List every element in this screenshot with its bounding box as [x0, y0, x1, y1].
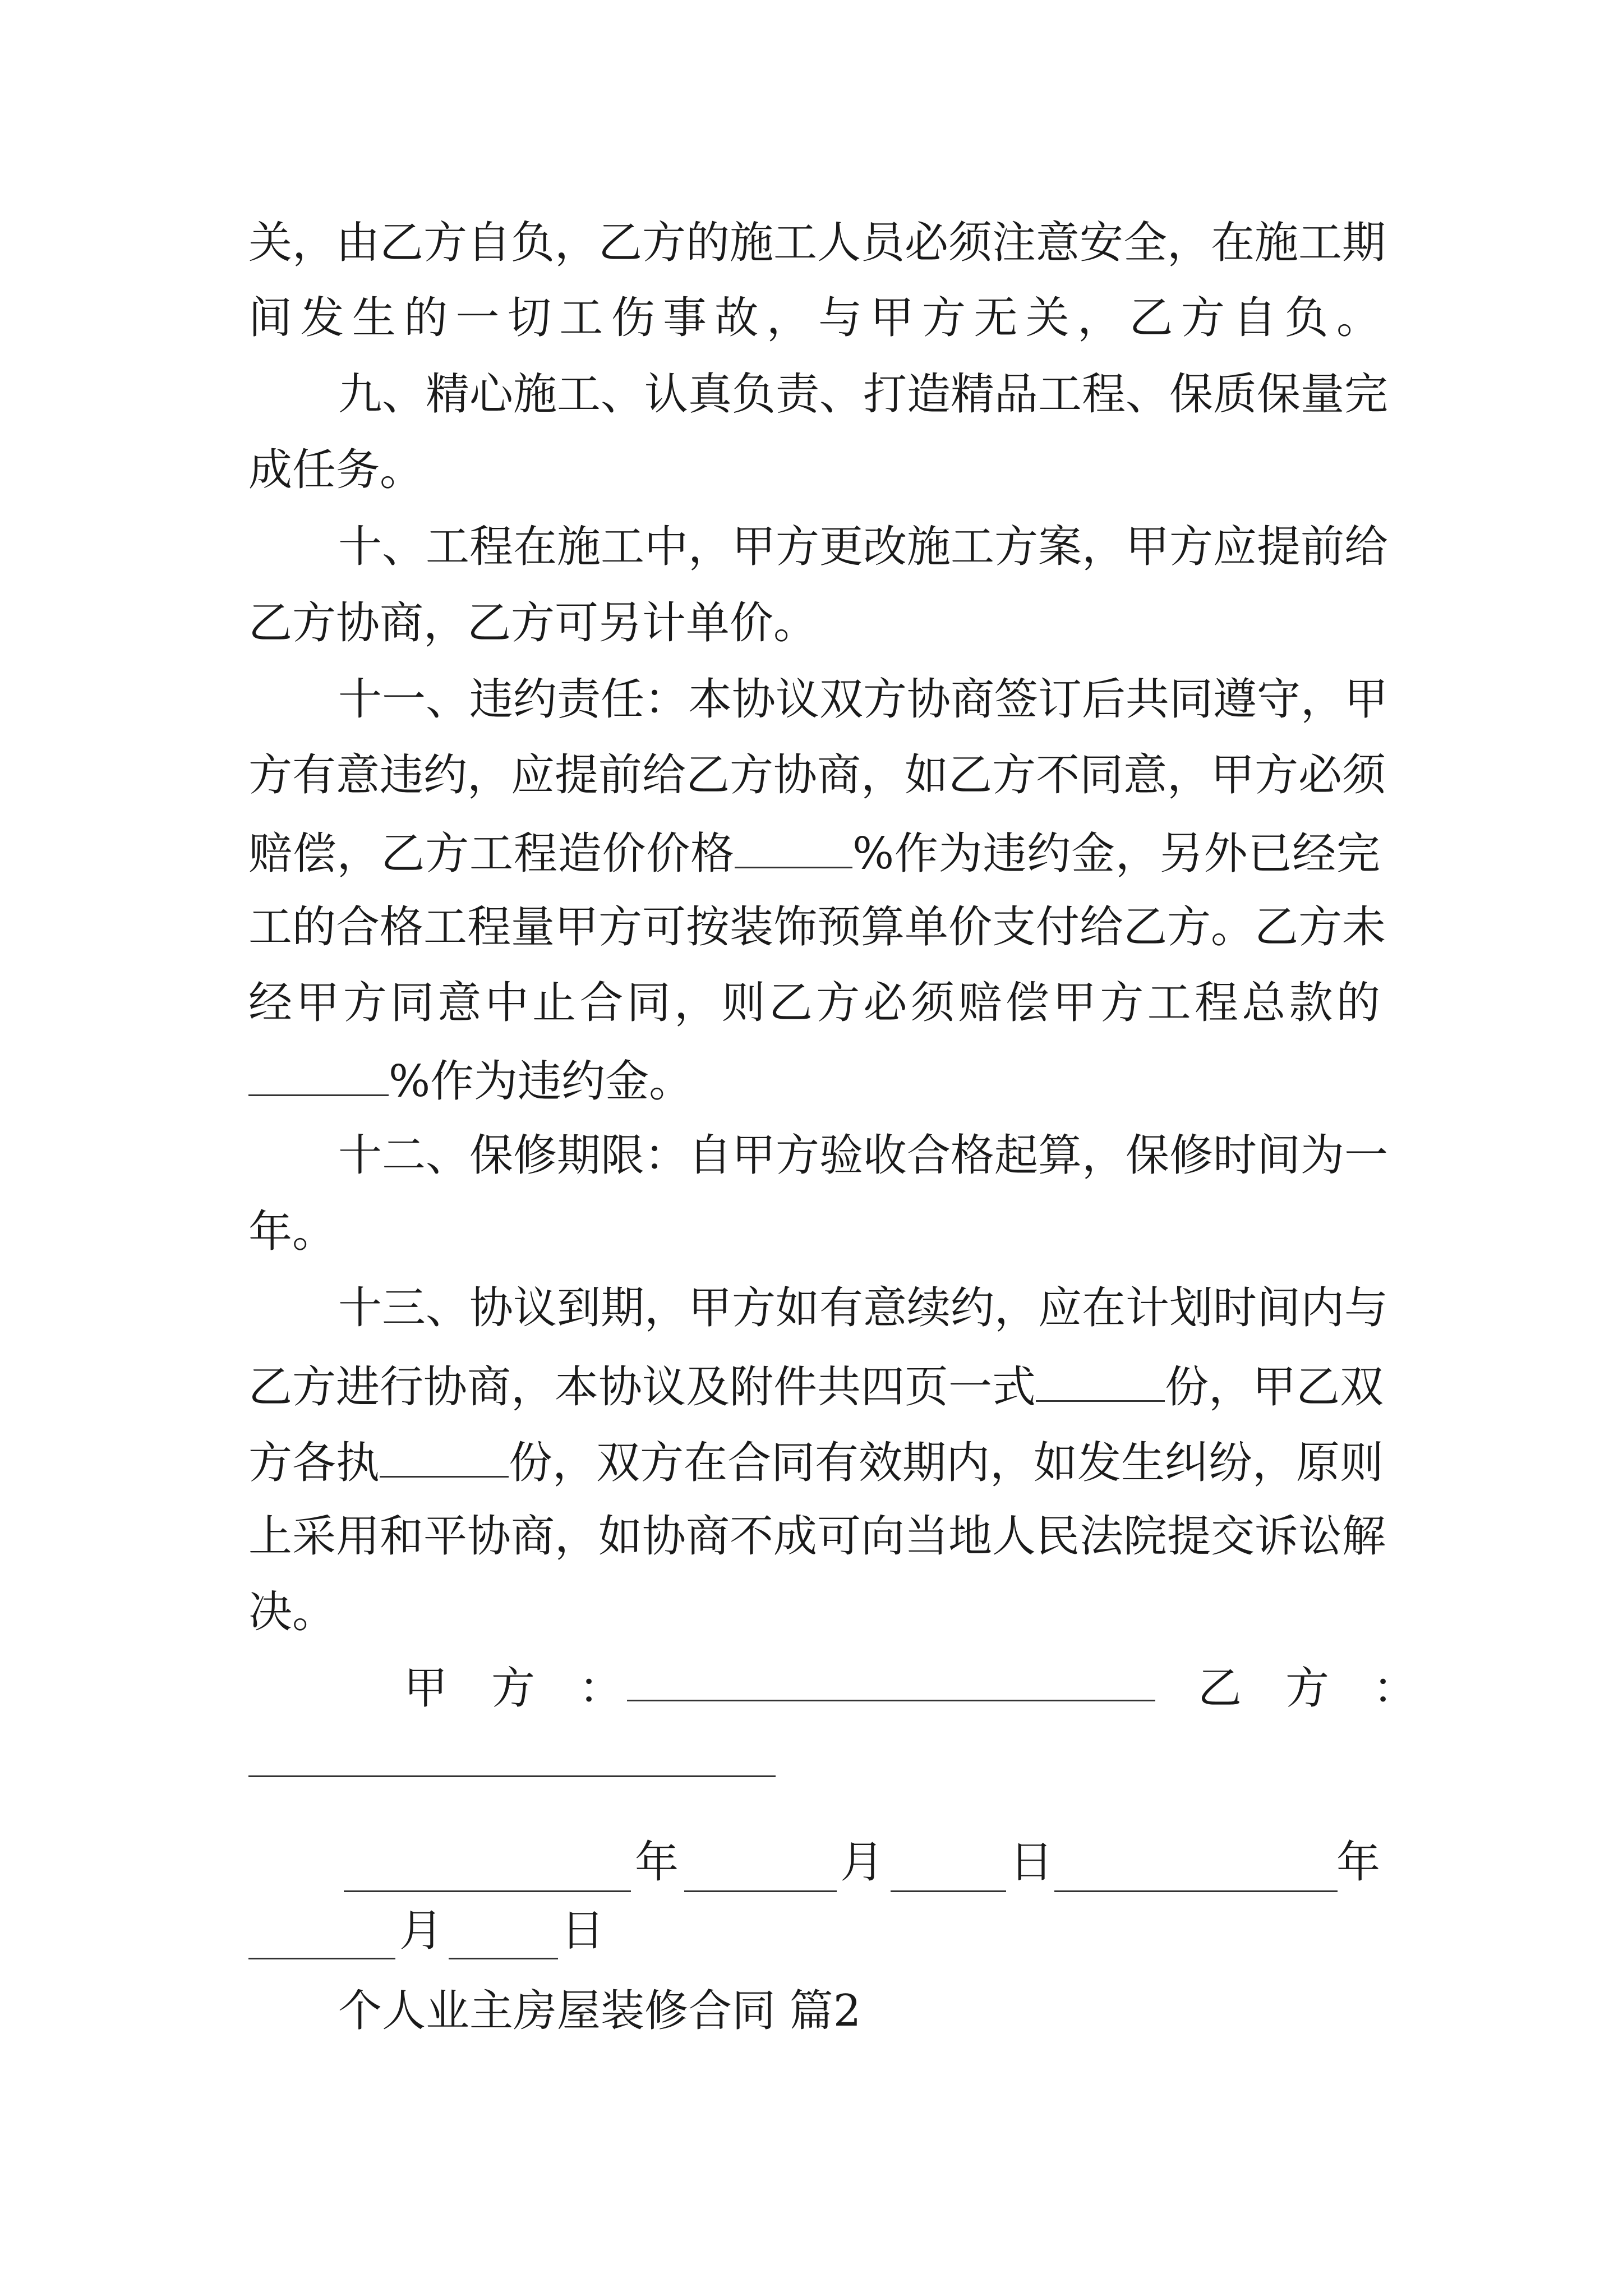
- clause-11-line-3: [248, 823, 1380, 879]
- clause-9-line-1: 九、精心施工、认真负责、打造精品工程、保质保量完: [338, 369, 1389, 420]
- date-a-month-label: 月: [840, 1837, 884, 1888]
- date-a-year-label: 年: [635, 1837, 679, 1888]
- clause-11-line-1: 十一、违约责任：本协议双方协商签订后共同遵守，甲: [338, 674, 1389, 725]
- clause-13-line-4: 上采用和平协商，如协商不成可向当地人民法院提交诉讼解: [248, 1511, 1386, 1562]
- clause-13-line-2: [248, 1356, 1384, 1412]
- date-a-day-label: 日: [1009, 1837, 1054, 1888]
- clause-10-line-2: 乙方协商，乙方可另计单价。: [248, 598, 818, 648]
- clause-13-line-5: 决。: [248, 1587, 336, 1637]
- clause-8-line-1: 关，由乙方自负，乙方的施工人员必须注意安全，在施工期: [248, 218, 1386, 268]
- clause-10-line-1: 十、工程在施工中，甲方更改施工方案，甲方应提前给: [338, 522, 1389, 572]
- clause-11-line-6-text: %作为违约金。: [389, 1056, 693, 1107]
- copies-total-blank: [1036, 1356, 1165, 1402]
- clause-13-line-2-start: 乙方进行协商，本协议及附件共四页一式: [248, 1362, 1036, 1412]
- next-section-title: 个人业主房屋装修合同 篇2: [338, 1986, 861, 2036]
- clause-11-line-3-end: %作为违约金，另外已经完: [852, 829, 1380, 879]
- date-b-day-blank: [449, 1958, 558, 1959]
- penalty-rate-blank: [735, 823, 852, 868]
- date-a-day-blank: [891, 1890, 1006, 1892]
- clause-11-line-3-start: 赔偿，乙方工程造价价格: [248, 829, 735, 879]
- clause-13-line-2-end: 份，甲乙双: [1165, 1362, 1384, 1412]
- clause-12-line-2: 年。: [248, 1207, 336, 1257]
- clause-13-line-3-end: 份，双方在合同有效期内，如发生纠纷，原则: [509, 1438, 1384, 1488]
- clause-13-line-3-start: 方各执: [248, 1438, 380, 1488]
- clause-11-line-4: 工的合格工程量甲方可按装饰预算单价支付给乙方。乙方未: [248, 902, 1386, 953]
- clause-8-line-2: 间发生的一切工伤事故，与甲方无关，乙方自负。: [248, 293, 1380, 343]
- date-b-month-label: 月: [399, 1906, 444, 1956]
- clause-11-line-2: 方有意违约，应提前给乙方协商，如乙方不同意，甲方必须: [248, 750, 1386, 800]
- date-a-year-blank: [344, 1890, 631, 1892]
- date-b-year-blank: [1054, 1890, 1338, 1892]
- date-b-month-blank: [248, 1958, 395, 1959]
- date-b-year-label: 年: [1336, 1837, 1381, 1888]
- clause-12-line-1: 十二、保修期限：自甲方验收合格起算，保修时间为一: [338, 1130, 1389, 1181]
- clause-13-line-3: [248, 1432, 1384, 1488]
- clause-11-line-6: [248, 1051, 693, 1107]
- clause-13-line-1: 十三、协议到期，甲方如有意续约，应在计划时间内与: [338, 1283, 1389, 1333]
- clause-9-line-2: 成任务。: [248, 445, 424, 495]
- party-a-label: 甲 方 ：: [404, 1663, 623, 1714]
- party-a-signature-line: [627, 1700, 1155, 1701]
- party-b-signature-line: [248, 1775, 776, 1777]
- date-b-day-label: 日: [561, 1906, 605, 1956]
- clause-11-line-5: 经甲方同意中止合同，则乙方必须赔偿甲方工程总款的: [248, 978, 1380, 1028]
- party-b-label: 乙 方 ：: [1198, 1663, 1417, 1714]
- date-a-month-blank: [684, 1890, 837, 1892]
- penalty-rate-blank-2: [248, 1051, 389, 1096]
- copies-each-blank: [380, 1432, 509, 1478]
